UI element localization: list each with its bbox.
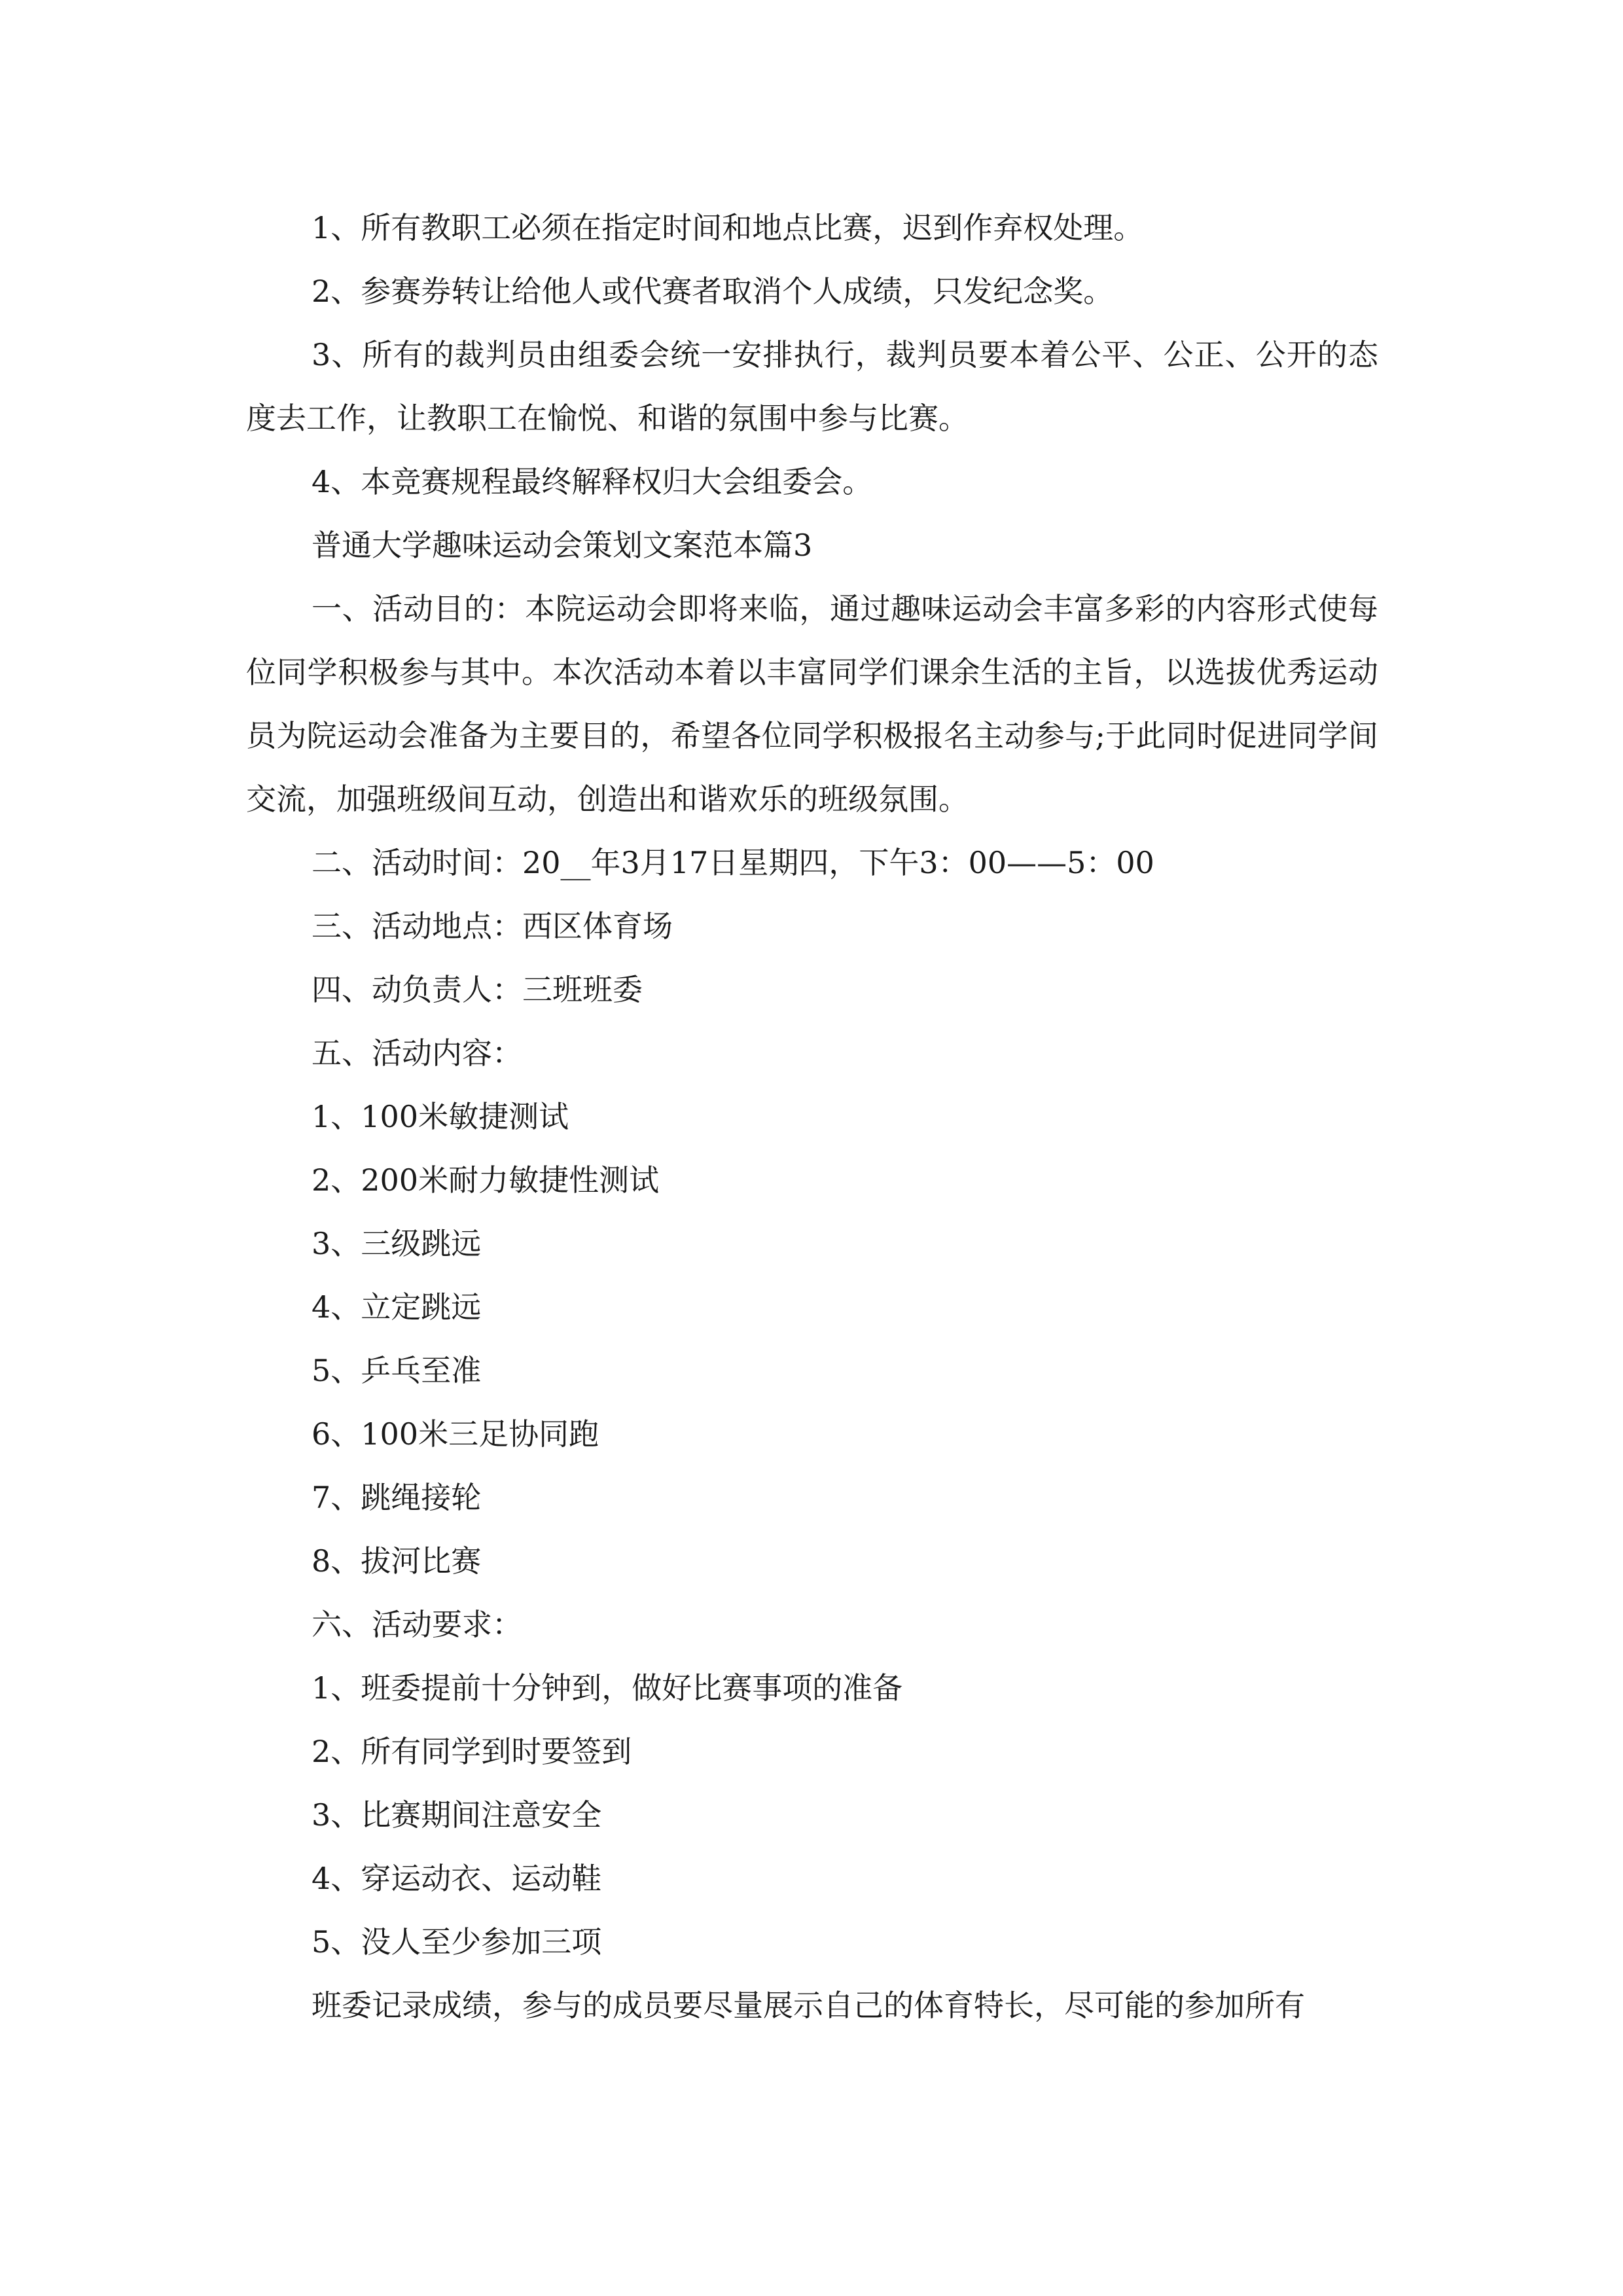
list-item-event-7: 7、跳绳接轮 bbox=[312, 1480, 482, 1515]
paragraph-purpose: 一、活动目的：本院运动会即将来临，通过趣味运动会丰富多彩的内容形式使每位同学积极参与其中。本次活动本着以丰富同学们课余生活的主旨，以选拔优秀运动员为院运动会准备为主要目的，希望各位同学积极报名主动参与;于此同时促进同学间交流，加强班级间互动，创造出和谐欢乐的班级氛围。 bbox=[246, 591, 1378, 817]
list-item-requirement-5: 5、没人至少参加三项 bbox=[312, 1924, 602, 1960]
list-item-event-4: 4、立定跳远 bbox=[312, 1289, 482, 1325]
list-item-event-1: 1、100米敏捷测试 bbox=[312, 1099, 569, 1134]
list-item-event-5: 5、乒乓至准 bbox=[312, 1353, 482, 1388]
list-item-requirement-1: 1、班委提前十分钟到，做好比赛事项的准备 bbox=[312, 1670, 903, 1706]
paragraph-rule-3: 3、所有的裁判员由组委会统一安排执行，裁判员要本着公平、公正、公开的态度去工作，让教职工在愉悦、和谐的氛围中参与比赛。 bbox=[246, 337, 1378, 436]
list-item-event-2: 2、200米耐力敏捷性测试 bbox=[312, 1162, 660, 1198]
paragraph-rule-2: 2、参赛券转让给他人或代赛者取消个人成绩，只发纪念奖。 bbox=[312, 274, 1114, 309]
list-item-requirement-2: 2、所有同学到时要签到 bbox=[312, 1734, 632, 1769]
paragraph-rule-1: 1、所有教职工必须在指定时间和地点比赛，迟到作弃权处理。 bbox=[312, 210, 1144, 245]
paragraph-content-heading: 五、活动内容： bbox=[312, 1035, 522, 1071]
document-body bbox=[246, 196, 1378, 2037]
paragraph-location: 三、活动地点：西区体育场 bbox=[312, 908, 673, 944]
paragraph-requirements-heading: 六、活动要求： bbox=[312, 1607, 522, 1642]
list-item-event-6: 6、100米三足协同跑 bbox=[312, 1416, 599, 1452]
list-item-event-3: 3、三级跳远 bbox=[312, 1226, 482, 1261]
list-item-requirement-4: 4、穿运动衣、运动鞋 bbox=[312, 1861, 602, 1896]
paragraph-closing: 班委记录成绩，参与的成员要尽量展示自己的体育特长，尽可能的参加所有 bbox=[312, 1988, 1305, 2023]
paragraph-responsible: 四、动负责人：三班班委 bbox=[312, 972, 643, 1007]
list-item-event-8: 8、拔河比赛 bbox=[312, 1543, 482, 1579]
list-item-requirement-3: 3、比赛期间注意安全 bbox=[312, 1797, 602, 1833]
section-heading: 普通大学趣味运动会策划文案范本篇3 bbox=[312, 528, 813, 563]
paragraph-rule-4: 4、本竞赛规程最终解释权归大会组委会。 bbox=[312, 464, 873, 499]
paragraph-time: 二、活动时间：20__年3月17日星期四，下午3：00——5：00 bbox=[312, 845, 1154, 880]
